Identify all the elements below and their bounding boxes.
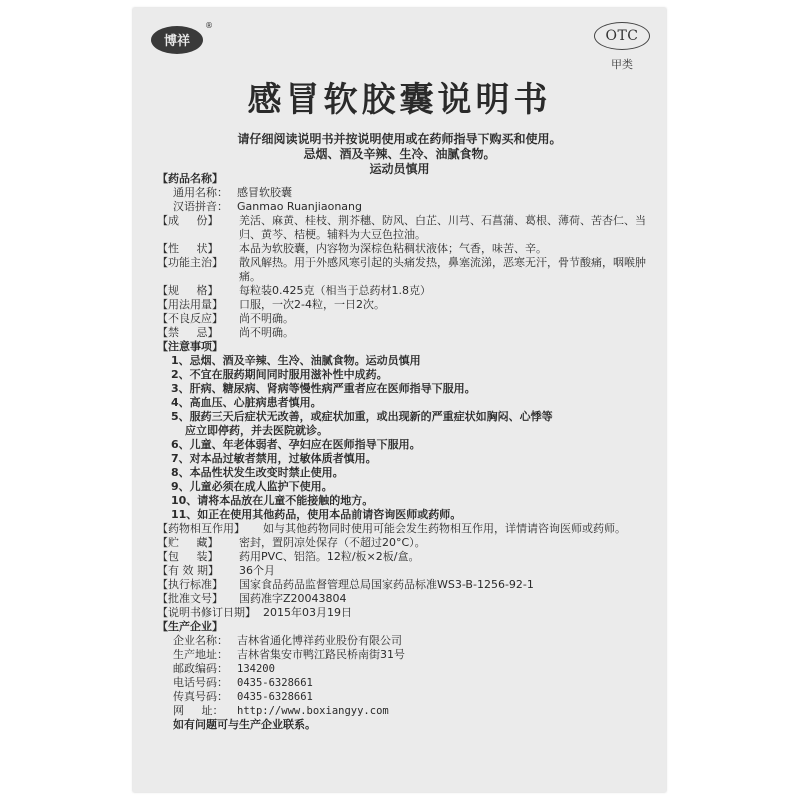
adverse-row <box>157 312 652 326</box>
adverse-label: 【不良反应】 <box>157 312 223 325</box>
precaution-text: 8、本品性状发生改变时禁止使用。 <box>171 466 344 479</box>
standard-row <box>157 578 652 592</box>
manufacturer-row <box>157 690 652 704</box>
otc-mark <box>594 22 650 72</box>
precaution-text: 3、肝病、糖尿病、肾病等慢性病严重者应在医师指导下服用。 <box>171 382 476 395</box>
common-name-label: 通用名称： <box>173 186 228 199</box>
manufacturer-row <box>157 704 652 718</box>
precaution-item <box>157 368 652 382</box>
otc-class: 甲类 <box>611 58 633 71</box>
storage-row <box>157 536 652 550</box>
manufacturer-field-label: 传真号码： <box>173 690 228 703</box>
validity-label: 【有 效 期】 <box>157 564 219 577</box>
section-label-manufacturer: 【生产企业】 <box>157 620 223 633</box>
precaution-continuation: 应立即停药，并去医院就诊。 <box>185 424 328 437</box>
ingredients-row <box>157 214 652 242</box>
dosage-row <box>157 298 652 312</box>
pinyin-label: 汉语拼音： <box>173 200 228 213</box>
interactions-row <box>157 522 652 536</box>
interactions-label: 【药物相互作用】 <box>157 522 245 535</box>
section-label-drug-name: 【药品名称】 <box>157 172 223 185</box>
manufacturer-row <box>157 676 652 690</box>
brand-name: 博祥 <box>163 34 191 49</box>
registered-mark: ® <box>205 21 213 30</box>
manufacturer-field-label: 企业名称： <box>173 634 228 647</box>
precaution-text: 11、如正在使用其他药品，使用本品前请咨询医师或药师。 <box>171 508 462 521</box>
precaution-item <box>157 466 652 480</box>
validity-value: 36个月 <box>239 564 275 577</box>
precaution-item <box>157 438 652 452</box>
appearance-value: 本品为软胶囊，内容物为深棕色粘稠状液体；气香，味苦、辛。 <box>239 242 547 255</box>
contraindications-row <box>157 326 652 340</box>
dosage-value: 口服，一次2-4粒，一日2次。 <box>239 298 385 311</box>
package-row <box>157 550 652 564</box>
precaution-text: 2、不宜在服药期间同时服用滋补性中成药。 <box>171 368 388 381</box>
contraindications-value: 尚不明确。 <box>239 326 294 339</box>
precaution-item <box>157 410 652 438</box>
approval-value: 国药准字Z20043804 <box>239 592 347 605</box>
warning-line: 运动员慎用 <box>369 162 430 176</box>
manufacturer-field-value: 吉林省集安市鸭江路民桥南街31号 <box>237 648 405 661</box>
specification-value: 每粒装0.425克（相当于总药材1.8克） <box>239 284 431 297</box>
precautions-list <box>157 354 652 522</box>
package-value: 药用PVC、铝箔。12粒/板×2板/盒。 <box>239 550 420 563</box>
precaution-item <box>157 494 652 508</box>
adverse-value: 尚不明确。 <box>239 312 294 325</box>
approval-label: 【批准文号】 <box>157 592 223 605</box>
precaution-item <box>157 382 652 396</box>
standard-value: 国家食品药品监督管理总局国家药品标准WS3-B-1256-92-1 <box>239 578 534 591</box>
otc-badge: OTC <box>594 22 650 50</box>
precaution-text: 4、高血压、心脏病患者慎用。 <box>171 396 322 409</box>
precaution-item <box>157 396 652 410</box>
manufacturer-row <box>157 648 652 662</box>
precaution-text: 5、服药三天后症状无改善，或症状加重，或出现新的严重症状如胸闷、心悸等 <box>171 410 553 423</box>
precaution-item <box>157 452 652 466</box>
precaution-item <box>157 354 652 368</box>
storage-value: 密封，置阴凉处保存（不超过20°C）。 <box>239 536 426 549</box>
approval-row <box>157 592 652 606</box>
specification-row <box>157 284 652 298</box>
manufacturer-field-value: http://www.boxiangyy.com <box>237 705 389 717</box>
revision-label: 【说明书修订日期】 <box>157 606 256 619</box>
precaution-text: 7、对本品过敏者禁用，过敏体质者慎用。 <box>171 452 377 465</box>
appearance-label: 【性 状】 <box>157 242 219 255</box>
manufacturer-row <box>157 662 652 676</box>
revision-value: 2015年03月19日 <box>263 606 352 619</box>
leaflet-body <box>157 172 652 732</box>
manufacturer-field-label: 网 址： <box>173 704 224 717</box>
precaution-text: 6、儿童、年老体弱者、孕妇应在医师指导下服用。 <box>171 438 421 451</box>
common-name-row <box>157 186 652 200</box>
indications-value: 散风解热。用于外感风寒引起的头痛发热，鼻塞流涕，恶寒无汗，骨节酸痛，咽喉肿痛。 <box>239 256 646 283</box>
document-title: 感冒软胶囊说明书 <box>247 80 552 120</box>
manufacturer-field-value: 0435-6328661 <box>237 691 313 703</box>
manufacturer-field-value: 吉林省通化博祥药业股份有限公司 <box>237 634 402 647</box>
appearance-row <box>157 242 652 256</box>
precaution-item <box>157 480 652 494</box>
ingredients-label: 【成 份】 <box>157 214 219 227</box>
ingredients-value: 羌活、麻黄、桂枝、荆芥穗、防风、白芷、川芎、石菖蒲、葛根、薄荷、苦杏仁、当归、黄芩、桔梗。辅料为大豆色拉油。 <box>239 214 646 241</box>
warning-line: 忌烟、酒及辛辣、生冷、油腻食物。 <box>303 147 496 161</box>
manufacturer-field-value: 134200 <box>237 663 275 675</box>
brand-logo-icon <box>149 18 213 58</box>
pinyin-value: Ganmao Ruanjiaonang <box>237 200 363 213</box>
manufacturer-field-label: 电话号码： <box>173 676 228 689</box>
indications-row <box>157 256 652 284</box>
dosage-label: 【用法用量】 <box>157 298 223 311</box>
storage-label: 【贮 藏】 <box>157 536 219 549</box>
leaflet-sheet <box>133 8 666 792</box>
common-name-value: 感冒软胶囊 <box>237 186 292 199</box>
precaution-text: 10、请将本品放在儿童不能接触的地方。 <box>171 494 374 507</box>
warning-line: 请仔细阅读说明书并按说明使用或在药师指导下购买和使用。 <box>237 132 562 146</box>
contact-note: 如有问题可与生产企业联系。 <box>173 718 316 731</box>
precaution-text: 1、忌烟、酒及辛辣、生冷、油腻食物。运动员慎用 <box>171 354 421 367</box>
manufacturer-field-value: 0435-6328661 <box>237 677 313 689</box>
interactions-value: 如与其他药物同时使用可能会发生药物相互作用，详情请咨询医师或药师。 <box>263 522 626 535</box>
indications-label: 【功能主治】 <box>157 256 223 269</box>
brand-logo <box>149 18 213 62</box>
manufacturer-field-label: 生产地址： <box>173 648 228 661</box>
revision-row <box>157 606 652 620</box>
pinyin-row <box>157 200 652 214</box>
manufacturer-field-label: 邮政编码： <box>173 662 228 675</box>
manufacturer-list <box>157 634 652 718</box>
precaution-item <box>157 508 652 522</box>
contraindications-label: 【禁 忌】 <box>157 326 219 339</box>
precaution-text: 9、儿童必须在成人监护下使用。 <box>171 480 333 493</box>
warning-block <box>133 132 666 177</box>
package-label: 【包 装】 <box>157 550 219 563</box>
manufacturer-row <box>157 634 652 648</box>
validity-row <box>157 564 652 578</box>
standard-label: 【执行标准】 <box>157 578 223 591</box>
section-label-precautions: 【注意事项】 <box>157 340 223 353</box>
specification-label: 【规 格】 <box>157 284 219 297</box>
